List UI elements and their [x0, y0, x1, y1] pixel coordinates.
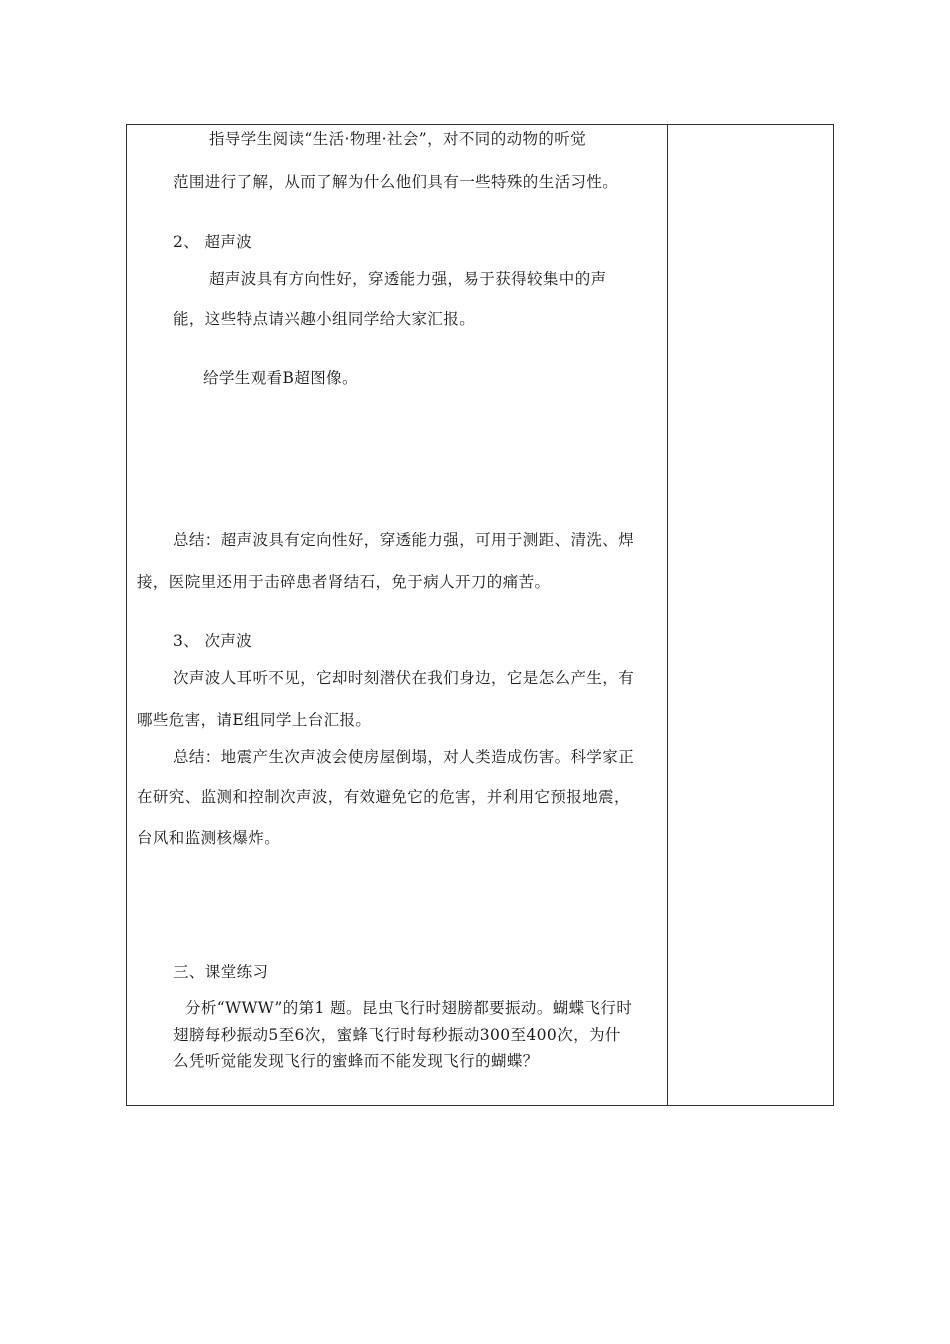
paragraph-line: 接，医院里还用于击碎患者肾结石，免于病人开刀的痛苦。: [137, 573, 551, 591]
paragraph-line: 总结：地震产生次声波会使房屋倒塌，对人类造成伤害。科学家正: [173, 748, 635, 766]
paragraph-line: 分析“WWW”的第1 题。昆虫飞行时翅膀都要振动。蝴蝶飞行时: [185, 999, 633, 1017]
paragraph-line: 次声波人耳听不见，它却时刻潜伏在我们身边，它是怎么产生，有: [173, 669, 635, 687]
paragraph-line: 给学生观看B超图像。: [203, 369, 358, 387]
paragraph-line: 总结：超声波具有定向性好，穿透能力强，可用于测距、清洗、焊: [173, 531, 635, 549]
section-heading: 2、 超声波: [173, 233, 253, 251]
paragraph-line: 么凭听觉能发现飞行的蜜蜂而不能发现飞行的蝴蝶？: [173, 1052, 539, 1070]
paragraph-line: 在研究、监测和控制次声波，有效避免它的危害，并利用它预报地震，: [137, 788, 630, 806]
paragraph-line: 范围进行了解，从而了解为什么他们具有一些特殊的生活习性。: [173, 173, 619, 191]
paragraph-line: 指导学生阅读“生活·物理·社会”，对不同的动物的听觉: [209, 130, 587, 148]
paragraph-line: 哪些危害，请E组同学上台汇报。: [137, 711, 372, 729]
lesson-table: [126, 124, 834, 1106]
paragraph-line: 台风和监测核爆炸。: [137, 829, 281, 847]
section-heading: 3、 次声波: [173, 632, 253, 650]
paragraph-line: 能，这些特点请兴趣小组同学给大家汇报。: [173, 310, 476, 328]
paragraph-line: 超声波具有方向性好，穿透能力强，易于获得较集中的声: [209, 270, 607, 288]
paragraph-line: 翅膀每秒振动5至6次，蜜蜂飞行时每秒振动300至400次，为什: [173, 1026, 621, 1044]
section-heading: 三、课堂练习: [173, 963, 269, 981]
column-divider: [667, 125, 668, 1105]
